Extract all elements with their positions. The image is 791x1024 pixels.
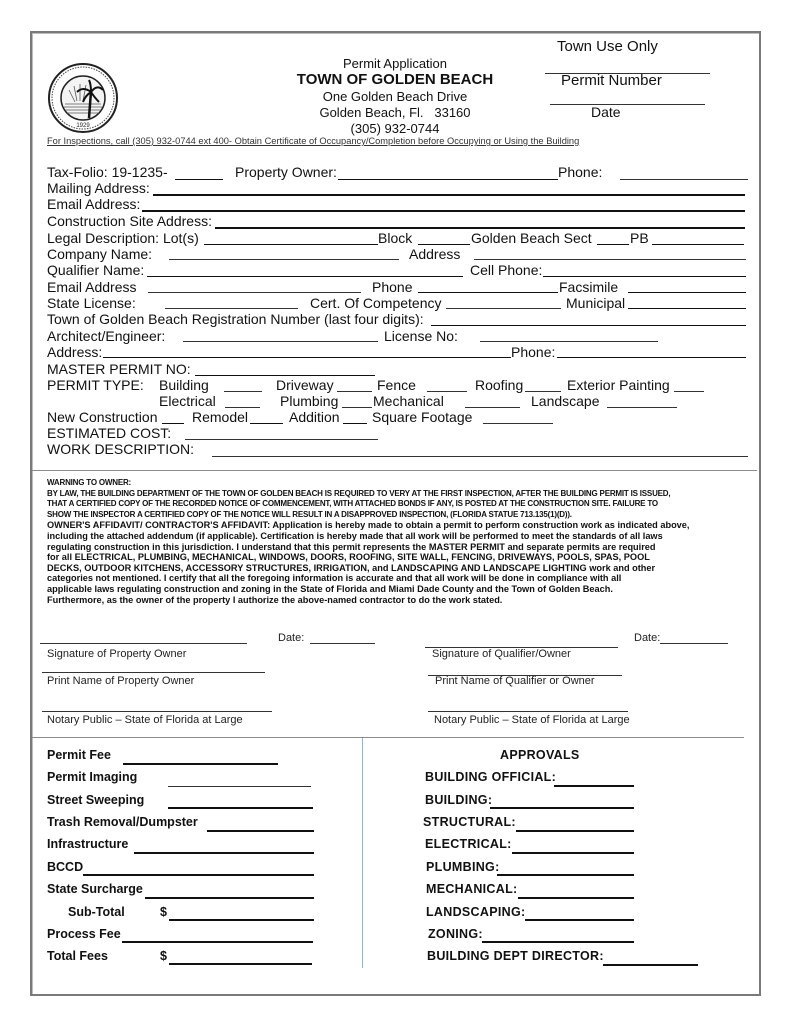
tax-folio-field[interactable] xyxy=(175,179,223,180)
total-fees-label: Total Fees xyxy=(47,949,108,963)
email-address-label: Email Address: xyxy=(47,196,141,212)
property-owner-field[interactable] xyxy=(338,179,558,180)
signature-owner-label: Signature of Property Owner xyxy=(47,648,187,660)
notary-left-label: Notary Public – State of Florida at Large xyxy=(47,714,243,726)
architect-address-label: Address: xyxy=(47,344,103,360)
inspection-note: For Inspections, call (305) 932-0744 ext 400- Obtain Certificate of Occupancy/Completion before Occupying or Using the Building xyxy=(47,136,580,146)
state-surcharge-field[interactable] xyxy=(145,897,314,899)
print-owner-label: Print Name of Property Owner xyxy=(47,675,195,687)
remodel-label: Remodel xyxy=(192,409,249,425)
sub-total-dollar: $ xyxy=(160,905,167,919)
new-construction-field[interactable] xyxy=(162,423,184,424)
company-address-label: Address xyxy=(409,246,461,262)
architect-phone-field[interactable] xyxy=(557,357,746,358)
permit-type-building-field[interactable] xyxy=(224,391,262,392)
electrical-label: ELECTRICAL: xyxy=(425,837,512,851)
town-date-field[interactable] xyxy=(550,104,705,105)
print-qualifier-label: Print Name of Qualifier or Owner xyxy=(435,675,595,687)
qualifier-email-label: Email Address xyxy=(47,279,137,295)
warning-line: BY LAW, THE BUILDING DEPARTMENT OF THE TOWN OF GOLDEN BEACH IS REQUIRED TO VERY AT THE FIRST INSPECTION, AFTER THE BUILDING PERMIT IS ISSUED, xyxy=(47,488,671,498)
plumbing-label: PLUMBING: xyxy=(426,860,500,874)
fees-divider xyxy=(32,737,744,738)
affidavit-line: OWNER'S AFFIDAVIT/ CONTRACTOR'S AFFIDAVIT: Application is hereby made to obtain a permit to perform construction work as indicated above, xyxy=(47,520,690,531)
permit-type-landscape-label: Landscape xyxy=(531,393,600,409)
warning-line: SHOW THE INSPECTOR A CERTIFIED COPY OF THE NOTICE WILL RESULT IN A DISAPPROVED INSPECTION, (FLORIDA STATUE 713.135(1)(D)). xyxy=(47,509,572,519)
estimated-cost-field[interactable] xyxy=(185,439,378,440)
sub-total-field[interactable] xyxy=(169,919,314,921)
construction-site-field[interactable] xyxy=(215,227,745,229)
qualifier-date-label: Date: xyxy=(634,632,661,644)
permit-type-mechanical-label: Mechanical xyxy=(373,393,444,409)
landscaping-label: LANDSCAPING: xyxy=(426,905,526,919)
permit-type-plumbing-label: Plumbing xyxy=(280,393,339,409)
qualifier-phone-label: Phone xyxy=(372,279,413,295)
structural-label: STRUCTURAL: xyxy=(423,815,516,829)
mailing-address-field[interactable] xyxy=(153,194,745,196)
legal-description-label: Legal Description: Lot(s) xyxy=(47,230,199,246)
print-owner-field[interactable] xyxy=(42,672,265,673)
zoning-label: ZONING: xyxy=(428,927,483,941)
permit-fee-field[interactable] xyxy=(123,763,278,765)
architect-field[interactable] xyxy=(183,341,378,342)
permit-type-electrical-field[interactable] xyxy=(225,407,260,408)
affidavit-line: applicable laws regulating construction and zoning in the State of Florida and Miami Dade County and the Town of Golden Beach. xyxy=(47,583,613,594)
permit-type-exterior-painting-field[interactable] xyxy=(674,391,704,392)
total-fees-field[interactable] xyxy=(169,963,312,965)
building-dept-director-label: BUILDING DEPT DIRECTOR: xyxy=(427,949,604,963)
qualifier-name-field[interactable] xyxy=(147,276,463,277)
permit-type-electrical-label: Electrical xyxy=(159,393,216,409)
permit-type-landscape-field[interactable] xyxy=(607,407,677,408)
town-name: TOWN OF GOLDEN BEACH xyxy=(296,71,494,88)
approvals-title: APPROVALS xyxy=(500,748,580,762)
sect-field[interactable] xyxy=(597,244,629,245)
trash-removal-label: Trash Removal/Dumpster xyxy=(47,815,198,829)
warning-title: WARNING TO OWNER: xyxy=(47,478,132,487)
form-title: Permit Application xyxy=(342,56,448,71)
owner-phone-label: Phone: xyxy=(558,164,603,180)
permit-fee-label: Permit Fee xyxy=(47,748,111,762)
town-address-line1: One Golden Beach Drive xyxy=(322,89,468,104)
pb-label: PB xyxy=(630,230,649,246)
process-fee-label: Process Fee xyxy=(47,927,121,941)
notary-right-field[interactable] xyxy=(428,711,628,712)
company-name-field[interactable] xyxy=(169,259,399,260)
state-license-field[interactable] xyxy=(165,308,298,309)
architect-phone-label: Phone: xyxy=(511,344,556,360)
owner-signature-field[interactable] xyxy=(40,643,247,644)
cert-competency-label: Cert. Of Competency xyxy=(310,295,442,311)
bccd-label: BCCD xyxy=(47,860,84,874)
structural-field[interactable] xyxy=(516,830,634,832)
qualifier-date-field[interactable] xyxy=(660,643,728,644)
total-fees-dollar: $ xyxy=(160,949,167,963)
permit-type-driveway-label: Driveway xyxy=(276,377,334,393)
permit-type-fence-label: Fence xyxy=(377,377,416,393)
landscaping-field[interactable] xyxy=(525,919,634,921)
trash-removal-field[interactable] xyxy=(207,830,314,832)
signature-qualifier-label: Signature of Qualifier/Owner xyxy=(432,648,571,660)
permit-imaging-field[interactable] xyxy=(168,786,311,787)
company-address-field[interactable] xyxy=(474,259,746,260)
work-description-field[interactable] xyxy=(212,456,748,457)
addition-label: Addition xyxy=(289,409,340,425)
town-use-only-title: Town Use Only xyxy=(557,38,658,55)
notary-left-field[interactable] xyxy=(42,711,272,712)
registration-label: Town of Golden Beach Registration Number (last four digits): xyxy=(47,311,424,327)
permit-type-label: PERMIT TYPE: xyxy=(47,377,144,393)
owner-date-field[interactable] xyxy=(310,643,375,644)
mechanical-field[interactable] xyxy=(518,897,634,899)
property-owner-label: Property Owner: xyxy=(235,164,337,180)
qualifier-name-label: Qualifier Name: xyxy=(47,262,145,278)
qualifier-phone-field[interactable] xyxy=(418,292,558,293)
owner-phone-field[interactable] xyxy=(620,179,748,180)
square-footage-label: Square Footage xyxy=(372,409,473,425)
state-surcharge-label: State Surcharge xyxy=(47,882,143,896)
building-dept-director-field[interactable] xyxy=(603,964,698,966)
building-official-field[interactable] xyxy=(554,785,634,787)
sub-total-label: Sub-Total xyxy=(68,905,125,919)
notary-right-label: Notary Public – State of Florida at Large xyxy=(434,714,630,726)
lots-field[interactable] xyxy=(204,244,378,245)
permit-type-plumbing-field[interactable] xyxy=(342,407,372,408)
facsimile-field[interactable] xyxy=(628,292,746,293)
architect-label: Architect/Engineer: xyxy=(47,328,166,344)
building-label: BUILDING: xyxy=(425,793,493,807)
infrastructure-label: Infrastructure xyxy=(47,837,129,851)
plumbing-field[interactable] xyxy=(497,874,634,876)
construction-site-label: Construction Site Address: xyxy=(47,213,212,229)
warning-line: THAT A CERTIFIED COPY OF THE RECORDED NOTICE OF COMMENCEMENT, WITH ATTACHED BONDS IF ANY, IS POSTED AT THE CONSTRUCTION SITE. FAILURE TO xyxy=(47,499,658,509)
cert-competency-field[interactable] xyxy=(446,308,561,309)
street-sweeping-field[interactable] xyxy=(168,807,313,809)
mechanical-label: MECHANICAL: xyxy=(426,882,518,896)
warning-block xyxy=(47,478,747,605)
permit-type-fence-field[interactable] xyxy=(427,391,467,392)
architect-address-field[interactable] xyxy=(103,357,511,358)
remodel-field[interactable] xyxy=(250,423,283,424)
permit-number-label: Permit Number xyxy=(561,72,662,89)
fees-approvals-divider xyxy=(362,738,363,968)
master-permit-field[interactable] xyxy=(195,375,375,376)
mailing-address-label: Mailing Address: xyxy=(47,180,150,196)
electrical-field[interactable] xyxy=(512,852,634,854)
owner-date-label: Date: xyxy=(278,632,305,644)
permit-type-roofing-label: Roofing xyxy=(475,377,524,393)
municipal-field[interactable] xyxy=(628,308,746,309)
facsimile-label: Facsimile xyxy=(559,279,619,295)
affidavit-line: including the attached addendum (if applicable). Certification is hereby made that all work will be performed to meet the standards of all laws xyxy=(47,530,663,541)
company-name-label: Company Name: xyxy=(47,246,153,262)
affidavit-line: for all ELECTRICAL, PLUMBING, MECHANICAL, WINDOWS, DOORS, ROOFING, SITE WALL, FENCING, DRIVEWAYS, POOLS, SPAS, POOL xyxy=(47,552,650,563)
process-fee-field[interactable] xyxy=(122,941,313,943)
block-field[interactable] xyxy=(418,244,470,245)
master-permit-label: MASTER PERMIT NO: xyxy=(47,361,191,377)
permit-type-driveway-field[interactable] xyxy=(337,391,372,392)
affidavit-line: Furthermore, as the owner of the property I authorize the above-named contractor to do the work stated. xyxy=(47,594,503,605)
addition-field[interactable] xyxy=(343,423,367,424)
golden-beach-sect-label: Golden Beach Sect xyxy=(471,230,592,246)
tax-folio-label: Tax-Folio: 19-1235- xyxy=(47,164,168,180)
town-date-label: Date xyxy=(591,104,621,120)
new-construction-label: New Construction xyxy=(47,409,158,425)
town-address-line2: Golden Beach, Fl. 33160 xyxy=(319,105,471,120)
building-official-label: BUILDING OFFICIAL: xyxy=(425,770,557,784)
cell-phone-label: Cell Phone: xyxy=(470,262,543,278)
license-no-field[interactable] xyxy=(480,341,658,342)
permit-type-exterior-painting-label: Exterior Painting xyxy=(567,377,670,393)
building-field[interactable] xyxy=(490,807,634,809)
state-license-label: State License: xyxy=(47,295,136,311)
town-phone: (305) 932-0744 xyxy=(350,121,440,136)
zoning-field[interactable] xyxy=(482,941,634,943)
bccd-field[interactable] xyxy=(83,874,314,876)
registration-field[interactable] xyxy=(431,325,746,326)
street-sweeping-label: Street Sweeping xyxy=(47,793,145,807)
permit-type-roofing-field[interactable] xyxy=(525,391,561,392)
pb-field[interactable] xyxy=(652,244,744,245)
permit-type-mechanical-field[interactable] xyxy=(465,407,520,408)
section-divider xyxy=(32,470,757,471)
permit-imaging-label: Permit Imaging xyxy=(47,770,138,784)
work-description-label: WORK DESCRIPTION: xyxy=(47,441,195,457)
affidavit-line: DECKS, OUTDOOR KITCHENS, ACCESSORY STRUCTURES, IRRIGATION, and LANDSCAPING AND LANDSCAPE LIGHTING work and other xyxy=(47,562,656,573)
permit-type-building-label: Building xyxy=(159,377,209,393)
square-footage-field[interactable] xyxy=(483,423,553,424)
estimated-cost-label: ESTIMATED COST: xyxy=(47,425,172,441)
infrastructure-field[interactable] xyxy=(134,852,314,854)
block-label: Block xyxy=(378,230,413,246)
municipal-label: Municipal xyxy=(566,295,626,311)
email-address-field[interactable] xyxy=(142,210,745,212)
qualifier-email-field[interactable] xyxy=(148,292,361,293)
svg-text:1929: 1929 xyxy=(76,123,90,129)
affidavit-line: categories not mentioned. I certify that all the foregoing information is accurate and that all work will be done in compliance with all xyxy=(47,573,622,584)
license-no-label: License No: xyxy=(384,328,458,344)
town-seal-logo xyxy=(47,62,119,134)
affidavit-line: regulating construction in this jurisdiction. I understand that this permit represents the MASTER PERMIT and separate permits are required xyxy=(47,541,656,552)
cell-phone-field[interactable] xyxy=(543,276,746,277)
